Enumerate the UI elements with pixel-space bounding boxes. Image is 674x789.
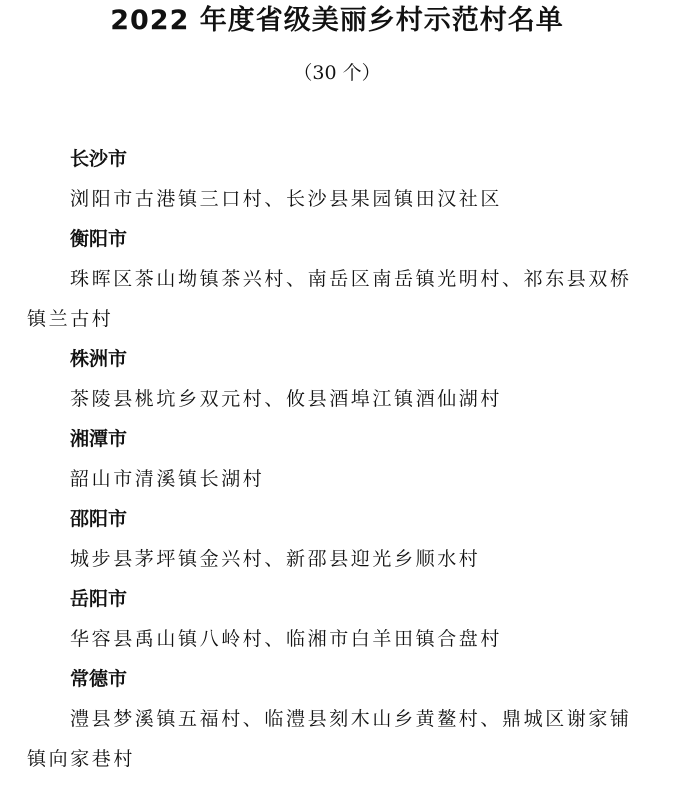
city-heading-hengyang: 衡阳市 bbox=[70, 228, 128, 250]
city-heading-changsha: 长沙市 bbox=[70, 148, 128, 170]
city-heading-shaoyang: 邵阳市 bbox=[70, 508, 128, 530]
village-line: 浏阳市古港镇三口村、长沙县果园镇田汉社区 bbox=[70, 188, 503, 210]
village-line: 华容县禹山镇八岭村、临湘市白羊田镇合盘村 bbox=[70, 628, 503, 650]
village-line: 茶陵县桃坑乡双元村、攸县酒埠江镇酒仙湖村 bbox=[70, 388, 503, 410]
city-heading-zhuzhou: 株洲市 bbox=[70, 348, 128, 370]
document-title: 2022 年度省级美丽乡村示范村名单 bbox=[110, 5, 564, 36]
village-line: 韶山市清溪镇长湖村 bbox=[70, 468, 265, 490]
village-line: 珠晖区茶山坳镇茶兴村、南岳区南岳镇光明村、祁东县双桥 bbox=[70, 268, 632, 290]
city-list bbox=[0, 144, 674, 784]
village-line: 澧县梦溪镇五福村、临澧县刻木山乡黄鳌村、鼎城区谢家铺 bbox=[70, 708, 632, 730]
village-line: 城步县茅坪镇金兴村、新邵县迎光乡顺水村 bbox=[70, 548, 481, 570]
village-line-continued: 镇向家巷村 bbox=[27, 748, 136, 770]
city-heading-changde: 常德市 bbox=[70, 668, 128, 690]
document-subtitle: （30 个） bbox=[293, 62, 381, 84]
city-heading-yueyang: 岳阳市 bbox=[70, 588, 128, 610]
village-line-continued: 镇兰古村 bbox=[27, 308, 114, 330]
city-heading-xiangtan: 湘潭市 bbox=[70, 428, 128, 450]
